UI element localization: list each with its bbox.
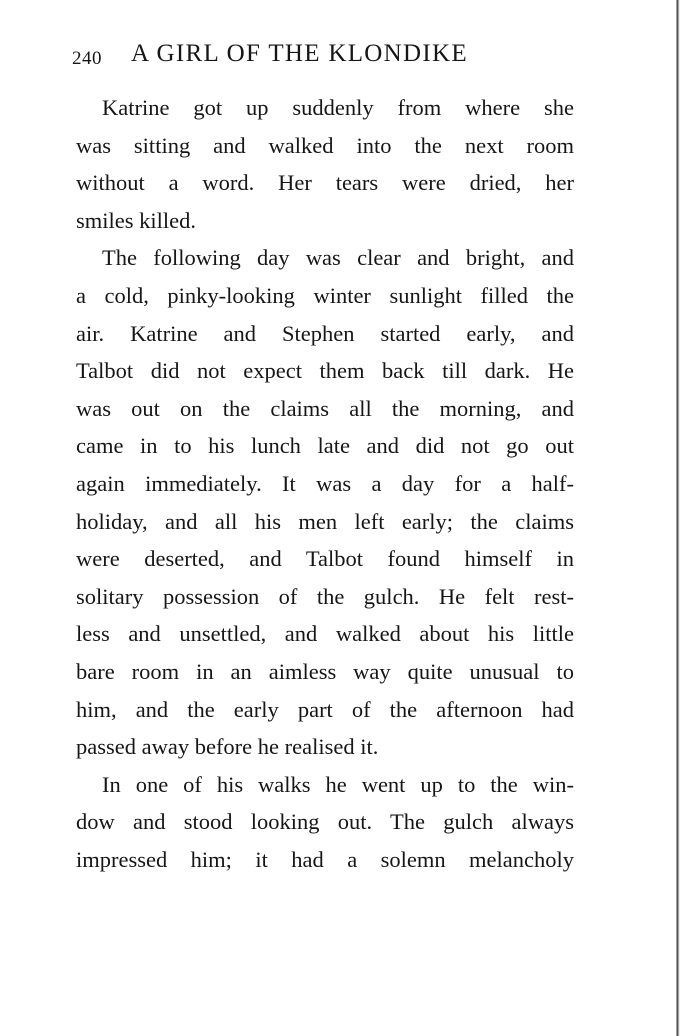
- paragraph-1: [76, 89, 574, 239]
- text-line: was out on the claims all the morning, and: [76, 395, 574, 421]
- text-line: him, and the early part of the afternoon had: [76, 696, 574, 722]
- text-line: bare room in an aimless way quite unusual to: [76, 658, 574, 684]
- text-line: air. Katrine and Stephen started early, and: [76, 320, 574, 346]
- paragraph-2: [76, 239, 574, 765]
- text-line: Talbot did not expect them back till dark. He: [76, 358, 574, 384]
- text-line: less and unsettled, and walked about his little: [76, 621, 574, 647]
- text-line: In one of his walks he went up to the win-: [102, 771, 574, 797]
- text-line: smiles killed.: [76, 207, 196, 233]
- text-line: solitary possession of the gulch. He felt rest-: [76, 583, 574, 609]
- text-line: again immediately. It was a day for a half-: [76, 470, 574, 496]
- text-line: were deserted, and Talbot found himself in: [76, 546, 574, 572]
- book-title: A GIRL OF THE KLONDIKE: [131, 40, 468, 67]
- text-line: came in to his lunch late and did not go out: [76, 433, 574, 459]
- text-line: a cold, pinky-looking winter sunlight filled the: [76, 282, 574, 308]
- running-header: [72, 40, 572, 74]
- text-line: The following day was clear and bright, and: [102, 245, 574, 271]
- page-edge-shadow: [673, 0, 682, 1036]
- text-line: Katrine got up suddenly from where she: [102, 95, 574, 120]
- text-line: impressed him; it had a solemn melancholy: [76, 846, 574, 872]
- text-line: was sitting and walked into the next room: [76, 132, 574, 158]
- page-number: 240: [72, 48, 102, 69]
- text-line: holiday, and all his men left early; the claims: [76, 508, 574, 534]
- paragraph-3: [76, 766, 574, 879]
- text-line: passed away before he realised it.: [76, 734, 379, 760]
- text-line: dow and stood looking out. The gulch always: [76, 809, 574, 835]
- text-line: without a word. Her tears were dried, her: [76, 170, 574, 196]
- body-text: [76, 89, 574, 878]
